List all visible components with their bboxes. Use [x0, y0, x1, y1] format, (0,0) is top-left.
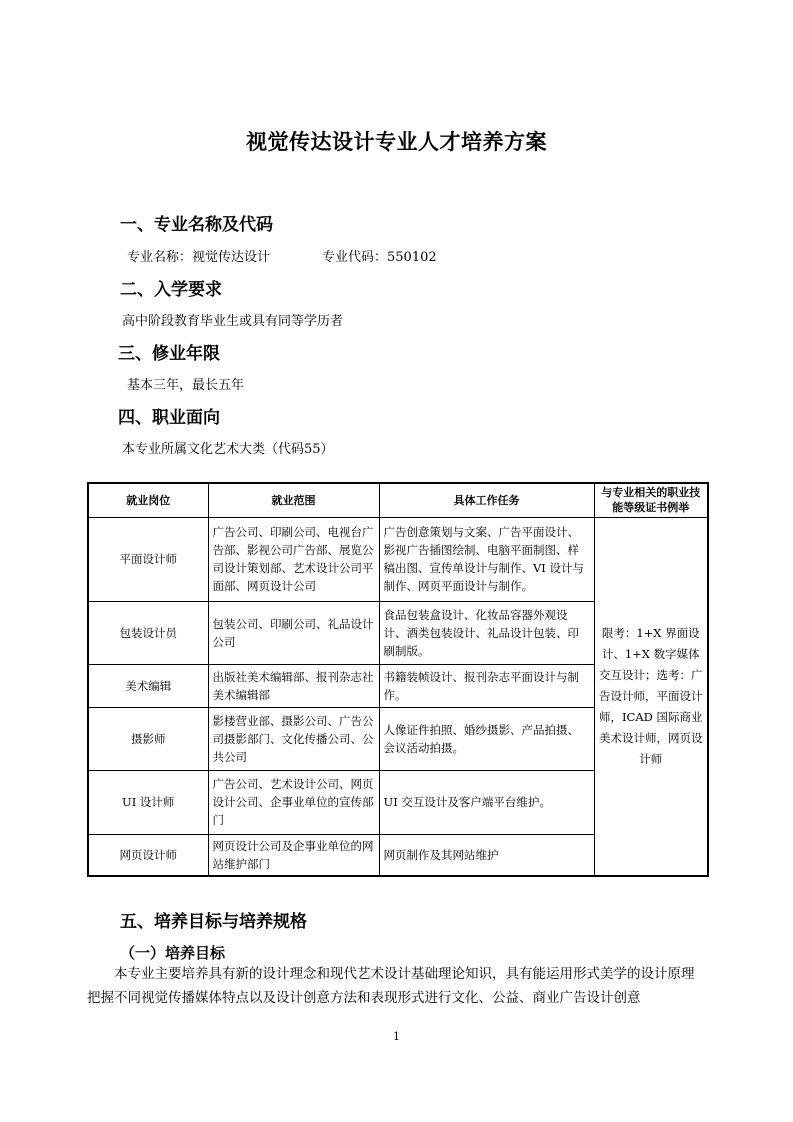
tasks-cell: UI 交互设计及客户端平台维护。 [379, 770, 594, 834]
header-position: 就业岗位 [88, 483, 208, 517]
major-name: 专业名称：视觉传达设计 [127, 250, 271, 265]
section-3-heading: 三、修业年限 [118, 344, 220, 364]
position-cell: 包装设计员 [88, 601, 208, 664]
position-cell: 平面设计师 [88, 517, 208, 601]
section-1-heading: 一、专业名称及代码 [120, 215, 273, 235]
header-tasks: 具体工作任务 [379, 483, 594, 517]
position-cell: 网页设计师 [88, 834, 208, 876]
section-5-subheading: （一）培养目标 [120, 944, 226, 962]
header-certificates: 与专业相关的职业技能等级证书例举 [594, 483, 708, 517]
table-header-row [88, 483, 708, 517]
header-scope: 就业范围 [208, 483, 379, 517]
position-cell: UI 设计师 [88, 770, 208, 834]
table-row [88, 517, 708, 601]
scope-cell: 网页设计公司及企事业单位的网站维护部门 [208, 834, 379, 876]
training-goal-paragraph: 本专业主要培养具有新的设计理念和现代艺术设计基础理论知识，具有能运用形式美学的设计原理把握不同视觉传播媒体特点以及设计创意方法和表现形式进行文化、公益、商业广告设计创意 [87, 966, 695, 1006]
tasks-cell: 书籍装帧设计、报刊杂志平面设计与制作。 [379, 664, 594, 707]
certificates-cell: 限考：1+X 界面设计、1+X 数字媒体交互设计；选考：广告设计师，平面设计师，ICAD 国际商业美术设计师，网页设计师 [594, 517, 708, 876]
tasks-cell: 广告创意策划与文案、广告平面设计、影视广告插图绘制、电脑平面制图、样稿出图、宣传单设计与制作、VI 设计与制作、网页平面设计与制作。 [379, 517, 594, 601]
scope-cell: 包装公司、印刷公司、礼品设计公司 [208, 601, 379, 664]
tasks-cell: 人像证件拍照、婚纱摄影、产品拍摄、会议活动拍摄。 [379, 707, 594, 770]
document-title: 视觉传达设计专业人才培养方案 [246, 130, 547, 154]
admission-text: 高中阶段教育毕业生或具有同等学历者 [122, 314, 344, 329]
occupation-table [87, 482, 709, 877]
position-cell: 美术编辑 [88, 664, 208, 707]
tasks-cell: 食品包装盒设计、化妆品容器外观设计、酒类包装设计、礼品设计包装、印刷制版。 [379, 601, 594, 664]
tasks-cell: 网页制作及其网站维护 [379, 834, 594, 876]
section-4-heading: 四、职业面向 [118, 408, 220, 428]
section-2-heading: 二、入学要求 [120, 280, 222, 300]
scope-cell: 广告公司、艺术设计公司、网页设计公司、企事业单位的宣传部门 [208, 770, 379, 834]
major-code: 专业代码：550102 [322, 250, 437, 265]
occupation-text: 本专业所属文化艺术大类（代码55） [122, 442, 334, 457]
scope-cell: 影楼营业部、摄影公司、广告公司摄影部门、文化传播公司、公共公司 [208, 707, 379, 770]
page-number: 1 [393, 1030, 400, 1043]
scope-cell: 出版社美术编辑部、报刊杂志社美术编辑部 [208, 664, 379, 707]
scope-cell: 广告公司、印刷公司、电视台广告部、影视公司广告部、展览公司设计策划部、艺术设计公司平面部、网页设计公司 [208, 517, 379, 601]
section-5-heading: 五、培养目标与培养规格 [120, 912, 307, 932]
duration-text: 基本三年，最长五年 [127, 378, 245, 393]
position-cell: 摄影师 [88, 707, 208, 770]
